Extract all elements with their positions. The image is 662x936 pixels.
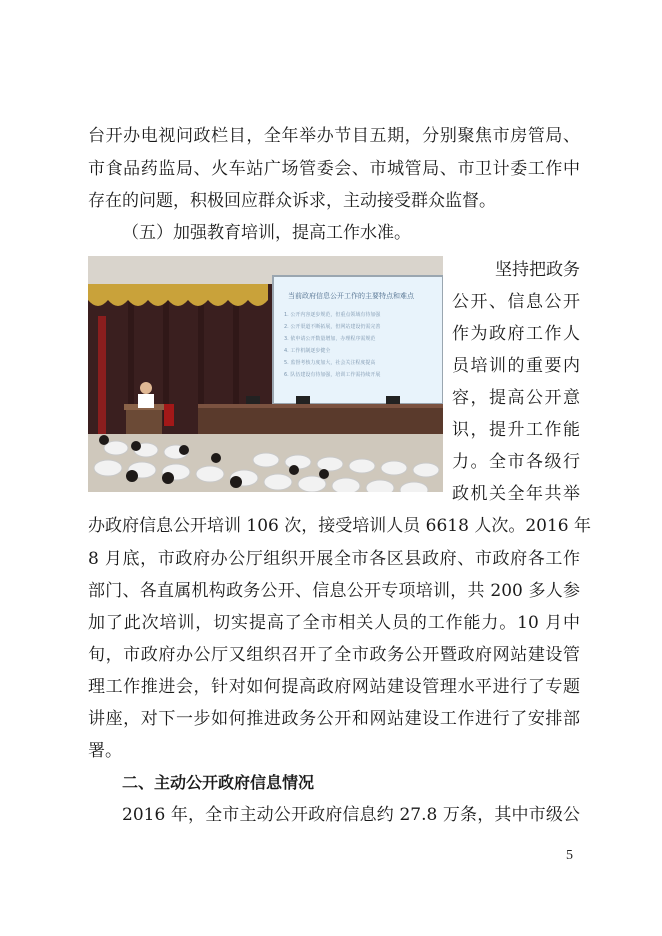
body-line: 理工作推进会，针对如何提高政府网站建设管理水平进行了专题	[88, 677, 580, 697]
body-line: 台开办电视问政栏目，全年举办节目五期，分别聚焦市房管局、	[88, 126, 580, 146]
curtain-valance	[88, 284, 268, 306]
side-text-line: 员培训的重要内	[452, 356, 580, 376]
screen-bullet: 4. 工作机制逐步健全	[284, 348, 331, 354]
screen-title: 当前政府信息公开工作的主要特点和难点	[288, 292, 414, 300]
training-photo-image	[88, 256, 443, 492]
page-number: 5	[566, 848, 573, 863]
screen-bullet: 6. 队伍建设有待加强，培训工作需持续开展	[284, 372, 381, 378]
section-heading: （五）加强教育培训，提高工作水准。	[122, 223, 411, 243]
screen-bullet: 1. 公开内容逐步规范，但重点领域有待加强	[284, 312, 381, 318]
body-line: 部门、各直属机构政务公开、信息公开专项培训，共 200 多人参	[88, 581, 580, 601]
body-line: 市食品药监局、火车站广场管委会、市城管局、市卫计委工作中	[88, 159, 580, 179]
section-heading: 二、主动公开政府信息情况	[122, 773, 315, 792]
side-text-line: 政机关全年共举	[452, 484, 580, 504]
screen-bullet: 5. 监督考核力度加大，社会关注程度提高	[284, 360, 376, 366]
body-line: 存在的问题，积极回应群众诉求，主动接受群众监督。	[88, 191, 496, 211]
side-text-line: 力。全市各级行	[452, 452, 580, 472]
speaker-figure	[140, 382, 152, 394]
side-text-line: 容，提高公开意	[452, 388, 580, 408]
side-text-line: 坚持把政务	[495, 260, 580, 280]
side-text-line: 作为政府工作人	[452, 324, 580, 344]
body-line: 讲座，对下一步如何推进政务公开和网站建设工作进行了安排部	[88, 709, 580, 729]
side-text-line: 识，提升工作能	[452, 420, 580, 440]
body-line: 加了此次培训，切实提高了全市相关人员的工作能力。10 月中	[88, 613, 580, 633]
body-line: 署。	[88, 741, 122, 761]
training-photo	[88, 256, 443, 492]
screen-bullet: 2. 公开渠道不断拓展，但网站建设仍需完善	[284, 324, 381, 330]
body-line: 旬，市政府办公厅又组织召开了全市政务公开暨政府网站建设管	[88, 645, 580, 665]
side-text-line: 公开、信息公开	[452, 292, 580, 312]
screen-bullet: 3. 依申请公开数量增加，办理程序需规范	[284, 336, 376, 342]
body-line: 办政府信息公开培训 106 次，接受培训人员 6618 人次。2016 年	[88, 516, 591, 536]
body-line: 2016 年，全市主动公开政府信息约 27.8 万条，其中市级公	[122, 805, 580, 825]
body-line: 8 月底，市政府办公厅组织开展全市各区县政府、市政府各工作	[88, 549, 580, 569]
